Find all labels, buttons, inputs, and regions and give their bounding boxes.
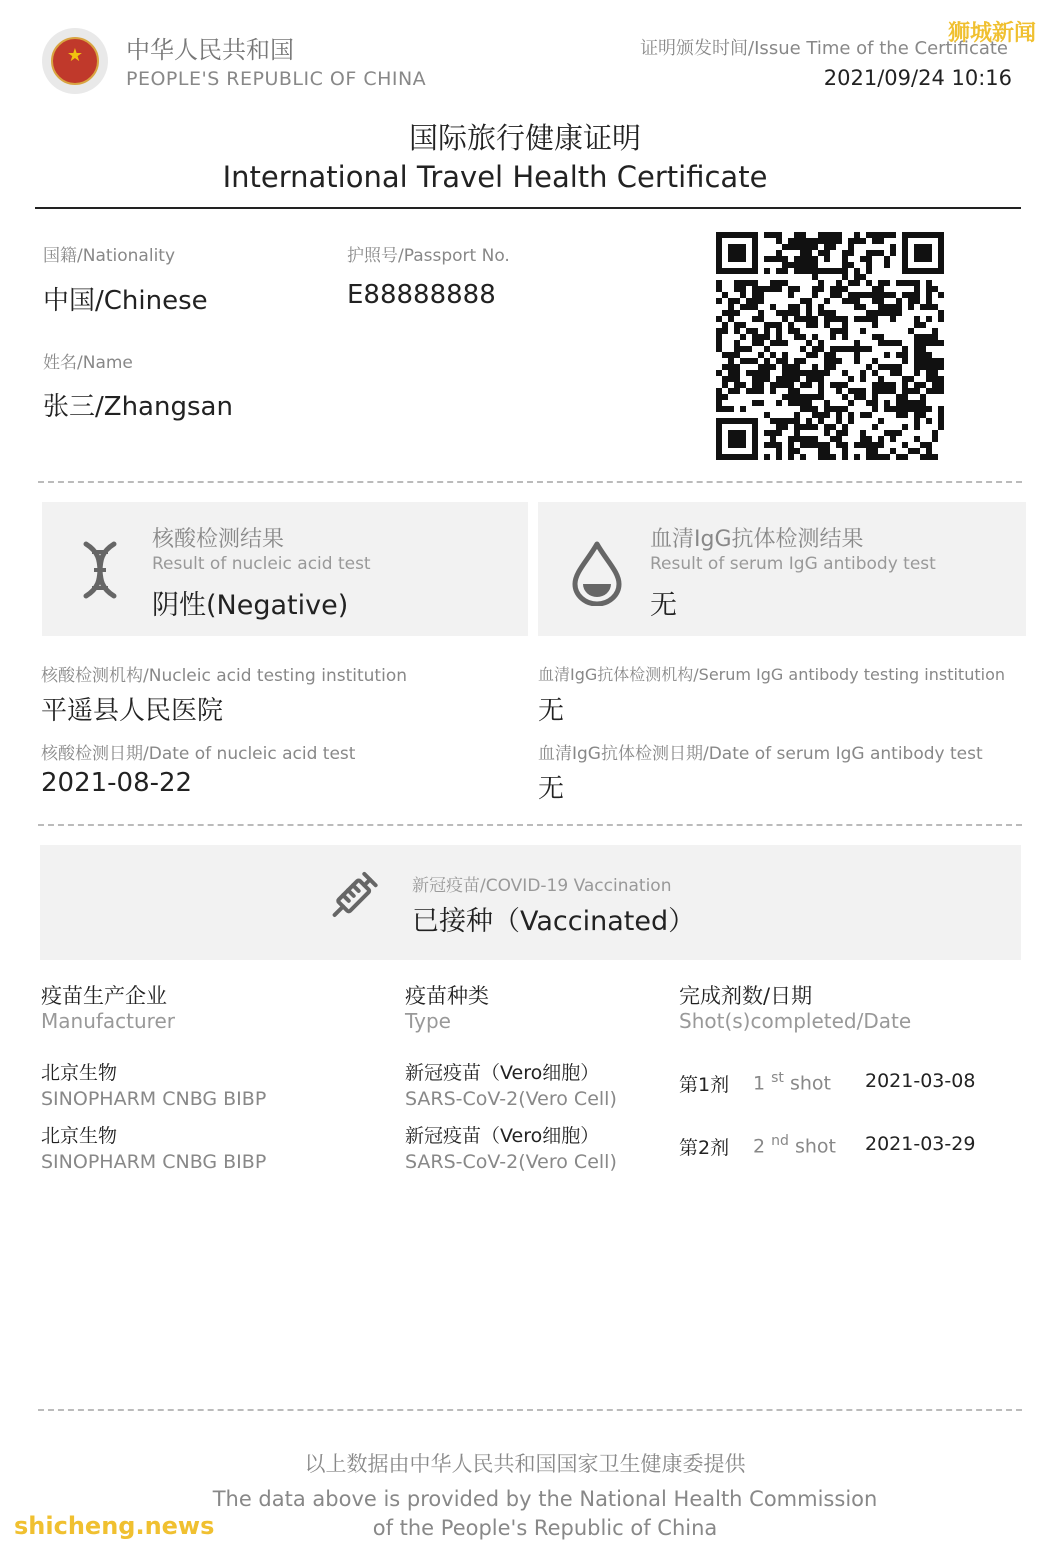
vaccination-label: 新冠疫苗/COVID-19 Vaccination bbox=[412, 876, 672, 896]
country-name-zh: 中华人民共和国 bbox=[126, 36, 294, 64]
name-label: 姓名/Name bbox=[43, 353, 133, 373]
row-dose-num: 1 bbox=[753, 1072, 766, 1095]
nationality-label: 国籍/Nationality bbox=[43, 246, 176, 266]
nationality-value: 中国/Chinese bbox=[43, 286, 208, 316]
nucleic-date-value: 2021-08-22 bbox=[41, 768, 193, 798]
section-divider bbox=[38, 481, 1022, 483]
row-manufacturer-en: SINOPHARM CNBG BIBP bbox=[41, 1088, 267, 1110]
serum-result-value: 无 bbox=[650, 590, 677, 621]
table-row bbox=[0, 1121, 1050, 1181]
col-date-en: Shot(s)completed/Date bbox=[679, 1009, 912, 1033]
col-manufacturer-en: Manufacturer bbox=[41, 1009, 175, 1033]
row-manufacturer-en: SINOPHARM CNBG BIBP bbox=[41, 1151, 267, 1173]
row-type-zh: 新冠疫苗（Vero细胞） bbox=[405, 1125, 600, 1147]
country-name-en: PEOPLE'S REPUBLIC OF CHINA bbox=[126, 68, 427, 90]
section-divider bbox=[38, 824, 1022, 826]
row-dose-zh: 第2剂 bbox=[679, 1137, 730, 1159]
row-type-zh: 新冠疫苗（Vero细胞） bbox=[405, 1062, 600, 1084]
watermark-top: 狮城新闻 bbox=[947, 21, 1036, 46]
serum-institution-label: 血清IgG抗体检测机构/Serum IgG antibody testing institution bbox=[538, 665, 1005, 684]
footer-zh: 以上数据由中华人民共和国国家卫生健康委提供 bbox=[304, 1452, 746, 1476]
blood-drop-icon bbox=[570, 540, 624, 606]
serum-date-value: 无 bbox=[538, 774, 565, 804]
watermark-bottom: shicheng.news bbox=[14, 1512, 215, 1540]
issue-time-label: 证明颁发时间/Issue Time of the Certificate bbox=[640, 38, 1008, 59]
row-date: 2021-03-29 bbox=[865, 1133, 976, 1155]
name-value: 张三/Zhangsan bbox=[43, 392, 233, 422]
serum-date-label: 血清IgG抗体检测日期/Date of serum IgG antibody test bbox=[538, 744, 983, 764]
serum-result-subtitle: Result of serum IgG antibody test bbox=[650, 554, 936, 574]
national-emblem-icon: ★ bbox=[42, 28, 108, 94]
col-date-zh: 完成剂数/日期 bbox=[679, 984, 813, 1008]
row-dose-suffix: nd bbox=[771, 1133, 789, 1149]
row-dose-zh: 第1剂 bbox=[679, 1074, 730, 1096]
section-divider bbox=[38, 1409, 1022, 1411]
syringe-icon bbox=[322, 867, 384, 929]
row-dose-en bbox=[753, 1133, 836, 1157]
table-row bbox=[0, 1058, 1050, 1118]
row-dose-word: shot bbox=[789, 1072, 831, 1095]
row-dose-num: 2 bbox=[753, 1135, 766, 1158]
nucleic-institution-value: 平遥县人民医院 bbox=[41, 696, 224, 726]
dna-icon bbox=[72, 538, 128, 602]
title-divider bbox=[35, 207, 1021, 209]
nucleic-result-title: 核酸检测结果 bbox=[152, 527, 285, 552]
nucleic-result-panel bbox=[42, 502, 528, 636]
col-type-en: Type bbox=[405, 1009, 451, 1033]
row-dose-suffix: st bbox=[771, 1070, 784, 1086]
nucleic-result-subtitle: Result of nucleic acid test bbox=[152, 554, 371, 574]
footer-en-line1: The data above is provided by the National Health Commission bbox=[212, 1487, 878, 1511]
vaccination-status: 已接种（Vaccinated） bbox=[412, 906, 696, 937]
serum-result-title: 血清IgG抗体检测结果 bbox=[650, 527, 864, 552]
footer-en-line2: of the People's Republic of China bbox=[372, 1516, 718, 1540]
row-manufacturer-zh: 北京生物 bbox=[41, 1125, 118, 1147]
row-manufacturer-zh: 北京生物 bbox=[41, 1062, 118, 1084]
passport-value: E88888888 bbox=[347, 280, 496, 310]
certificate-title-en: International Travel Health Certificate bbox=[222, 160, 768, 194]
serum-result-panel bbox=[538, 502, 1026, 636]
qr-code bbox=[716, 232, 944, 460]
nucleic-date-label: 核酸检测日期/Date of nucleic acid test bbox=[41, 744, 356, 764]
vaccination-panel bbox=[40, 845, 1021, 960]
row-type-en: SARS-CoV-2(Vero Cell) bbox=[405, 1151, 617, 1173]
passport-label: 护照号/Passport No. bbox=[347, 246, 510, 266]
row-type-en: SARS-CoV-2(Vero Cell) bbox=[405, 1088, 617, 1110]
nucleic-result-value: 阴性(Negative) bbox=[152, 590, 349, 621]
row-date: 2021-03-08 bbox=[865, 1070, 976, 1092]
col-type-zh: 疫苗种类 bbox=[405, 984, 489, 1008]
serum-institution-value: 无 bbox=[538, 696, 565, 726]
certificate-title-zh: 国际旅行健康证明 bbox=[408, 121, 641, 155]
issue-time-value: 2021/09/24 10:16 bbox=[823, 66, 1012, 90]
nucleic-institution-label: 核酸检测机构/Nucleic acid testing institution bbox=[41, 666, 407, 686]
row-dose-en bbox=[753, 1070, 831, 1094]
col-manufacturer-zh: 疫苗生产企业 bbox=[41, 984, 167, 1008]
row-dose-word: shot bbox=[794, 1135, 836, 1158]
